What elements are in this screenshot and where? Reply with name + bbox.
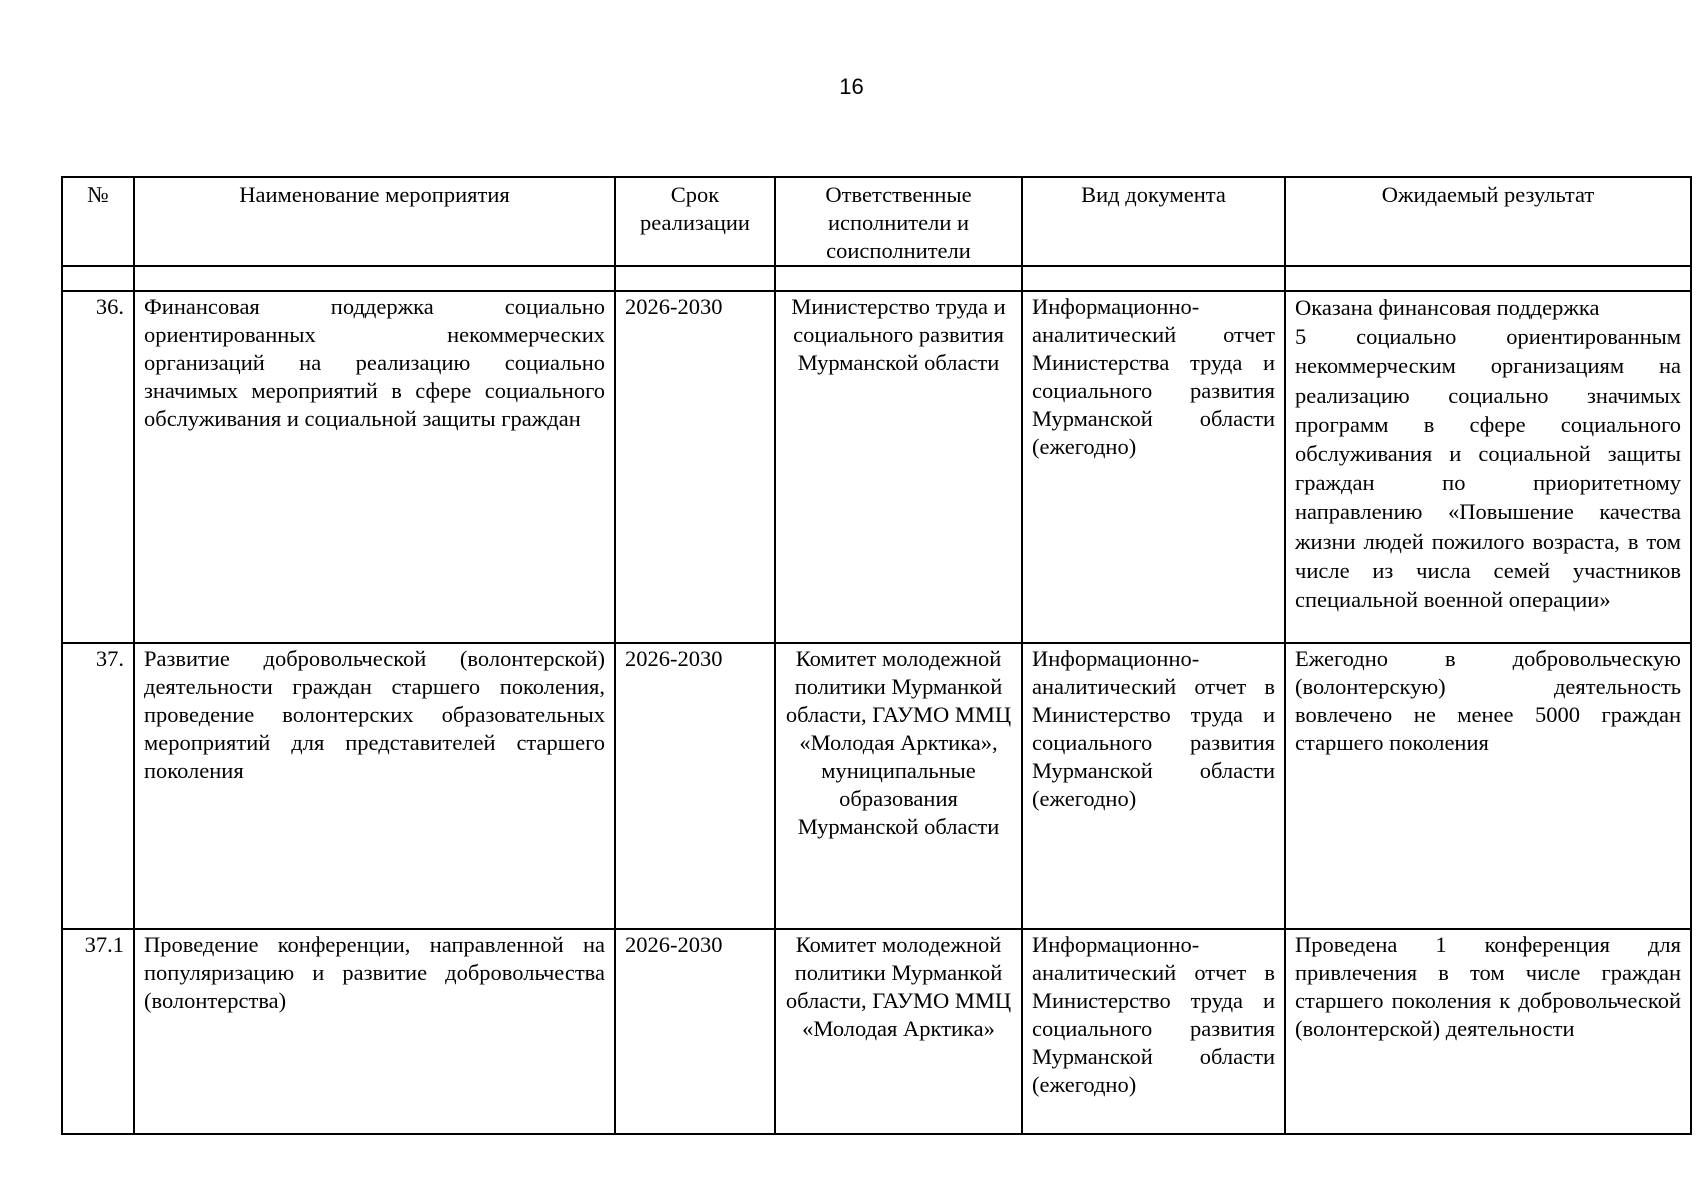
measure-name: Проведение конференции, направленной на популяризацию и развитие добровольчества (волонтерства) [134,929,615,1134]
result-first-line: Оказана финансовая поддержка [1295,295,1600,320]
header-doc-type: Вид документа [1022,177,1285,266]
result-cell: Ежегодно в добровольческую (волонтерскую) деятельность вовлечено не менее 5000 граждан старшего поколения [1285,643,1691,929]
header-name: Наименование мероприятия [134,177,615,266]
spacer-cell [1022,266,1285,291]
table-row [62,291,1691,643]
measure-name: Финансовая поддержка социально ориентированных некоммерческих организаций на реализацию социально значимых мероприятий в сфере социального обслуживания и социальной защиты граждан [134,291,615,643]
header-result: Ожидаемый результат [1285,177,1691,266]
executors-cell: Комитет молодежной политики Мурманкой области, ГАУМО ММЦ «Молодая Арктика» [775,929,1022,1134]
doc-type-cell: Информационно-аналитический отчет в Министерство труда и социального развития Мурманской области (ежегодно) [1022,929,1285,1134]
measure-name: Развитие добровольческой (волонтерской) деятельности граждан старшего поколения, проведение волонтерских образовательных мероприятий для представителей старшего поколения [134,643,615,929]
measures-table [61,176,1692,1135]
spacer-cell [775,266,1022,291]
term-cell: 2026-2030 [615,291,775,643]
executors-cell: Комитет молодежной политики Мурманкой области, ГАУМО ММЦ «Молодая Арктика», муниципальные образования Мурманской области [775,643,1022,929]
table-row [62,929,1691,1134]
table-header-row [62,177,1691,266]
header-executors: Ответственные исполнители и соисполнители [775,177,1022,266]
header-term: Срок реализации [615,177,775,266]
row-number: 36. [62,291,134,643]
row-number: 37. [62,643,134,929]
term-cell: 2026-2030 [615,929,775,1134]
executors-cell: Министерство труда и социального развития Мурманской области [775,291,1022,643]
term-cell: 2026-2030 [615,643,775,929]
page-number: 16 [839,74,864,99]
result-text: 5 социально ориентированным некоммерческим организациям на реализацию социально значимых программ в сфере социального обслуживания и социальной защиты граждан по приоритетному направлению «Повышение качества жизни людей пожилого возраста, в том числе из числа семей участников специальной военной операции» [1295,324,1681,613]
result-cell [1285,291,1691,643]
doc-type-cell: Информационно-аналитический отчет Министерства труда и социального развития Мурманской области (ежегодно) [1022,291,1285,643]
table-row [62,643,1691,929]
result-cell: Проведена 1 конференция для привлечения в том числе граждан старшего поколения к добровольческой (волонтерской) деятельности [1285,929,1691,1134]
doc-type-cell: Информационно-аналитический отчет в Министерство труда и социального развития Мурманской области (ежегодно) [1022,643,1285,929]
header-num: № [62,177,134,266]
spacer-cell [615,266,775,291]
row-number: 37.1 [62,929,134,1134]
spacer-cell [62,266,134,291]
spacer-cell [134,266,615,291]
spacer-cell [1285,266,1691,291]
table-spacer-row [62,266,1691,291]
